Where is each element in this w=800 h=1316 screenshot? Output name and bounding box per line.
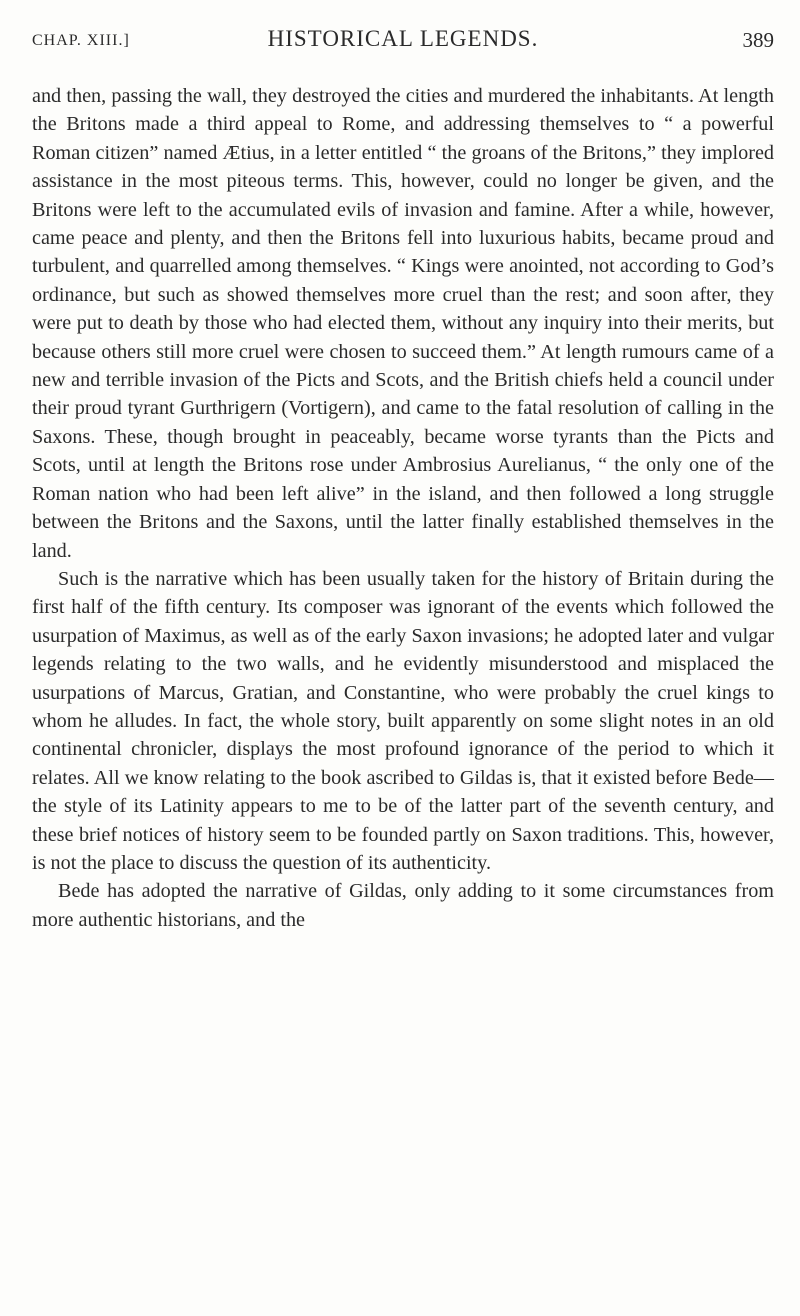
chapter-label: CHAP. XIII.] (32, 32, 130, 49)
running-head (32, 26, 774, 60)
body-text (32, 82, 774, 934)
page-number: 389 (742, 28, 774, 52)
paragraph-narrative-critique: Such is the narrative which has been usually taken for the history of Britain during the first half of the fifth century. Its composer was ignorant of the events which followed the usurpation of Maximus, as well as of the early Saxon invasions; he adopted later and vulgar legends relating to the two walls, and he evidently misunderstood and misplaced the usurpations of Marcus, Gratian, and Constantine, who were probably the cruel kings to whom he alludes. In fact, the whole story, built apparently on some slight notes in an old continental chronicler, displays the most profound ignorance of the period to which it relates. All we know relating to the book ascribed to Gildas is, that it existed before Bede—the style of its Latinity appears to me to be of the latter part of the seventh century, and these brief notices of history seem to be founded partly on Saxon traditions. This, however, is not the place to discuss the question of its authenticity. (32, 567, 774, 874)
paragraph-continued: and then, passing the wall, they destroyed the cities and murdered the inhabitants. At length the Britons made a third appeal to Rome, and addressing themselves to “ a powerful Roman citizen” named Ætius, in a letter entitled “ the groans of the Britons,” they implored assistance in the most piteous terms. This, however, could no longer be given, and the Britons were left to the accumulated evils of invasion and famine. After a while, however, came peace and plenty, and then the Britons fell into luxurious habits, became proud and turbulent, and quarrelled among themselves. “ Kings were anointed, not according to God’s ordinance, but such as showed themselves more cruel than the rest; and soon after, they were put to death by those who had elected them, without any inquiry into their merits, but because others still more cruel were chosen to succeed them.” At length rumours came of a new and terrible invasion of the Picts and Scots, and the British chiefs held a council under their proud tyrant Gurthrigern (Vortigern), and came to the fatal resolution of calling in the Saxons. These, though brought in peaceably, became worse tyrants than the Picts and Scots, until at length the Britons rose under Ambrosius Aurelianus, “ the only one of the Roman nation who had been left alive” in the island, and then followed a long struggle between the Britons and the Saxons, until the latter finally established themselves in the land. (32, 85, 774, 562)
running-title: HISTORICAL LEGENDS. (267, 26, 539, 51)
paragraph-bede: Bede has adopted the narrative of Gildas, only adding to it some circumstances from more authentic historians, and the (32, 880, 774, 931)
